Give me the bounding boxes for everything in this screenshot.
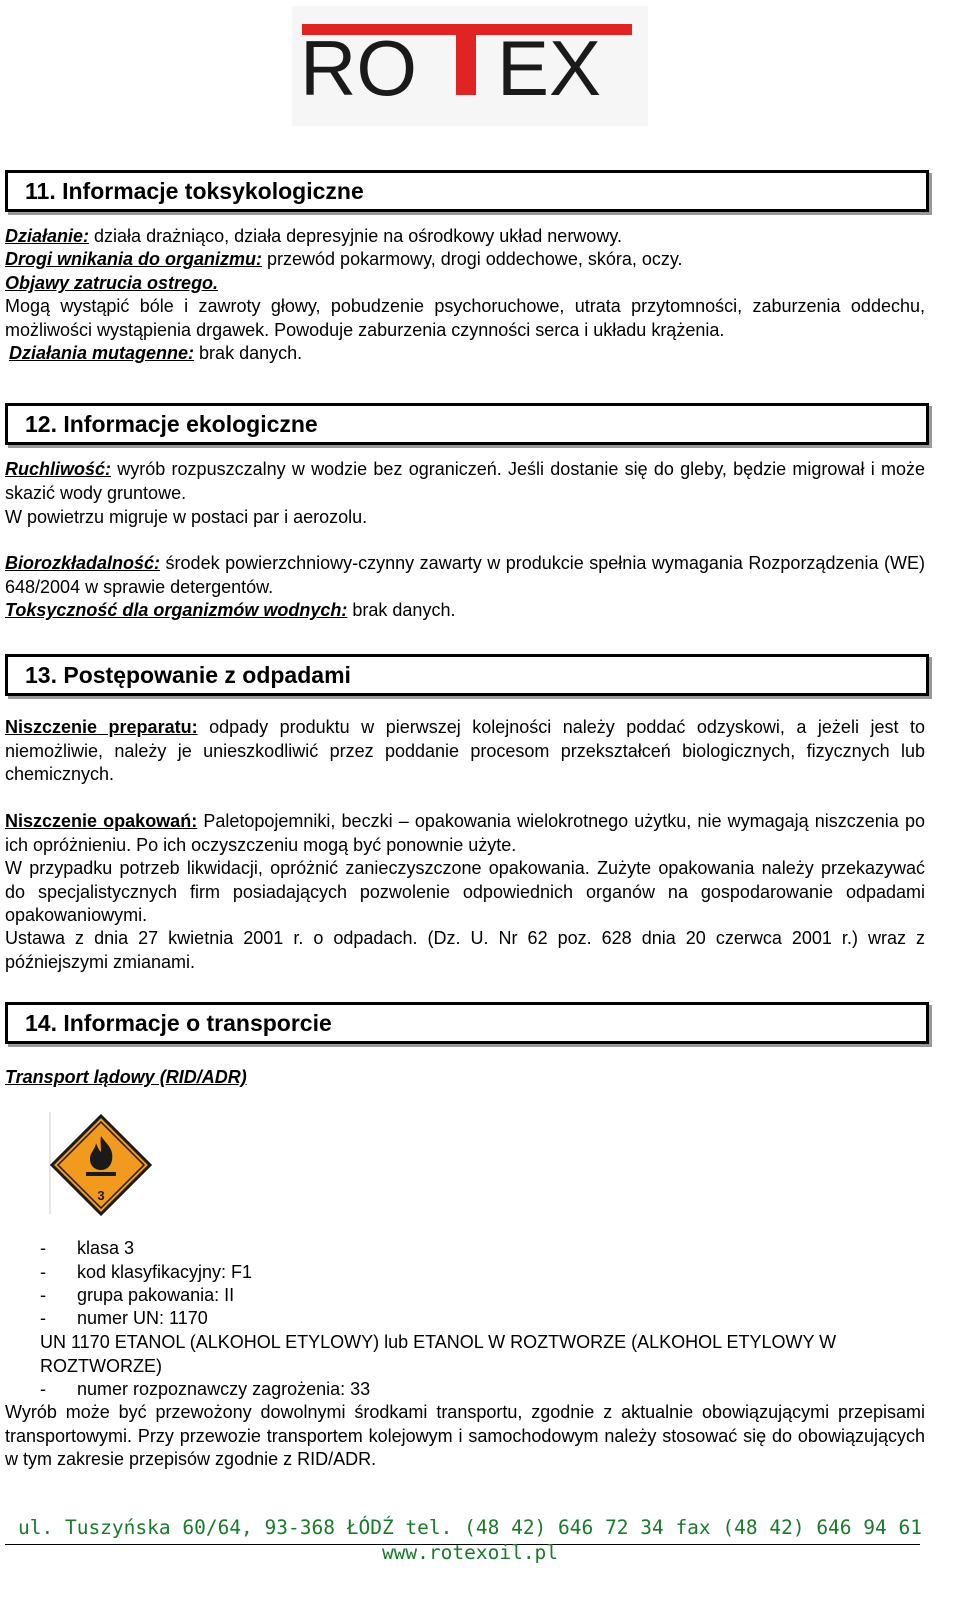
- s13-para-3: W przypadku potrzeb likwidacji, opróżnić zanieczyszczone opakowania. Zużyte opakowania należy przekazywać do specjalistycznych firm posiadających pozwolenie odpowiednich organów na gospodarowanie odpadami opakowaniowymi.: [5, 858, 925, 926]
- dash: -: [40, 1262, 46, 1282]
- logo-text-right: EX: [497, 24, 602, 112]
- s12-para-2: W powietrzu migruje w postaci par i aerozolu.: [5, 507, 368, 527]
- section-11-header: [5, 170, 929, 212]
- hazard-class-number: 3: [97, 1188, 105, 1203]
- section-12-title: 12. Informacje ekologiczne: [25, 411, 318, 437]
- footer-address: ul. Tuszyńska 60/64, 93-368 ŁÓDŹ tel. (48 42) 646 72 34 fax (48 42) 646 94 61: [18, 1516, 922, 1539]
- dash: -: [40, 1238, 46, 1258]
- s11-line-2: Drogi wnikania do organizmu: przewód pokarmowy, drogi oddechowe, skóra, oczy.: [5, 249, 683, 269]
- section-14-title: 14. Informacje o transporcie: [25, 1010, 332, 1036]
- section-14-header: [5, 1002, 929, 1044]
- un-description: UN 1170 ETANOL (ALKOHOL ETYLOWY) lub ETANOL W ROZTWORZE (ALKOHOL ETYLOWY W ROZTWORZE): [40, 1332, 837, 1376]
- section-13-title: 13. Postępowanie z odpadami: [25, 662, 351, 688]
- dash: -: [40, 1285, 46, 1305]
- s11-line-1: Działanie: działa drażniąco, działa depresyjnie na ośrodkowy układ nerwowy.: [5, 226, 622, 246]
- transport-closing: Wyrób może być przewożony dowolnymi środkami transportu, zgodnie z aktualnie obowiązującymi przepisami transportowymi. Przy przewozie transportem kolejowym i samochodowym należy stosować się do obowiązujących w tym zakresie przepisów zgodnie z RID/ADR.: [5, 1402, 925, 1470]
- dash: -: [40, 1308, 46, 1328]
- transport-item: numer rozpoznawczy zagrożenia: 33: [77, 1379, 371, 1399]
- s12-para-4: Toksyczność dla organizmów wodnych: brak danych.: [5, 600, 456, 620]
- transport-item: kod klasyfikacyjny: F1: [77, 1262, 253, 1282]
- s12-para-1: Ruchliwość: wyrób rozpuszczalny w wodzie bez ograniczeń. Jeśli dostanie się do gleby, będzie migrował i może skazić wody gruntowe.: [5, 459, 925, 503]
- section-13-header: [5, 654, 929, 696]
- dash: -: [40, 1379, 46, 1399]
- transport-item: numer UN: 1170: [77, 1308, 208, 1328]
- section-11-title: 11. Informacje toksykologiczne: [25, 178, 364, 204]
- s11-line-5: Działania mutagenne: brak danych.: [9, 343, 303, 363]
- flammable-hazard-icon: [48, 1112, 154, 1218]
- transport-item: grupa pakowania: II: [77, 1285, 235, 1305]
- section-12-header: [5, 403, 929, 445]
- s11-line-4: Mogą wystąpić bóle i zawroty głowy, pobudzenie psychoruchowe, utrata przytomności, zaburzenia oddechu, możliwości wystąpienia drgawek. Powoduje zaburzenia czynności serca i układu krążenia.: [5, 296, 925, 340]
- s13-para-1: Niszczenie preparatu: odpady produktu w pierwszej kolejności należy poddać odzyskowi, a jeżeli jest to niemożliwie, należy je unieszkodliwić przez poddanie procesom przekształceń biologicznych, fizycznych lub chemicznych.: [5, 717, 925, 785]
- s11-line-3: Objawy zatrucia ostrego.: [5, 273, 219, 293]
- transport-item: klasa 3: [77, 1238, 135, 1258]
- s12-para-3: Biorozkładalność: środek powierzchniowy-czynny zawarty w produkcie spełnia wymagania Rozporządzenia (WE) 648/2004 w sprawie detergentów.: [5, 553, 925, 597]
- s13-para-4: Ustawa z dnia 27 kwietnia 2001 r. o odpadach. (Dz. U. Nr 62 poz. 628 dnia 20 czerwca 2001 r.) wraz z późniejszymi zmianami.: [5, 928, 925, 972]
- logo-text-left: RO: [300, 24, 417, 112]
- rotex-logo: [292, 6, 648, 126]
- s14-subtitle: Transport lądowy (RID/ADR): [5, 1067, 247, 1087]
- s13-para-2: Niszczenie opakowań: Paletopojemniki, beczki – opakowania wielokrotnego użytku, nie wymagają niszczenia po ich opróżnieniu. Po ich oczyszczeniu mogą być ponownie użyte.: [5, 811, 925, 855]
- footer-website[interactable]: www.rotexoil.pl: [381, 1541, 559, 1564]
